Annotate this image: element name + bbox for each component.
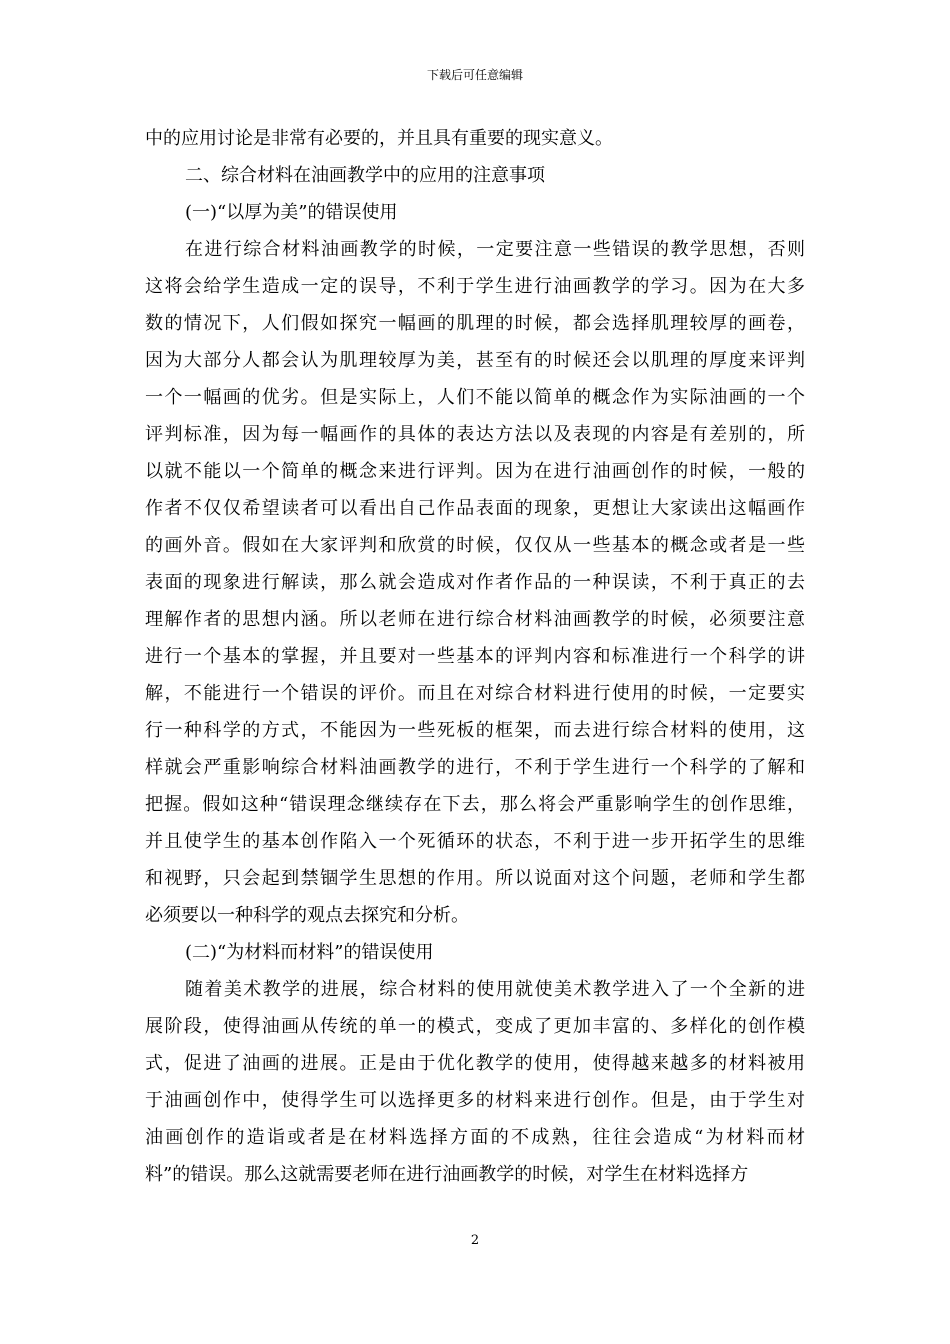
paragraph xyxy=(145,934,805,971)
text-line: 解，不能进行一个错误的评价。而且在对综合材料进行使用的时候，一定要实 xyxy=(145,683,805,704)
paragraph xyxy=(145,194,805,231)
document-body xyxy=(145,120,805,1193)
text-line: 数的情况下，人们假如探究一幅画的肌理的时候，都会选择肌理较厚的画卷， xyxy=(145,313,805,334)
text-line: 的画外音。假如在大家评判和欣赏的时候，仅仅从一些基本的概念或者是一些 xyxy=(145,535,805,556)
text-line: 评判标准，因为每一幅画作的具体的表达方法以及表现的内容是有差别的，所 xyxy=(145,424,805,445)
text-line: 因为大部分人都会认为肌理较厚为美，甚至有的时候还会以肌理的厚度来评判 xyxy=(145,350,805,371)
text-line: 理解作者的思想内涵。所以老师在进行综合材料油画教学的时候，必须要注意 xyxy=(145,609,805,630)
text-line: 随着美术教学的进展，综合材料的使用就使美术教学进入了一个全新的进 xyxy=(185,979,805,1000)
text-line: 样就会严重影响综合材料油画教学的进行，不利于学生进行一个科学的了解和 xyxy=(145,757,805,778)
text-line: 油画创作的造诣或者是在材料选择方面的不成熟，往往会造成“为材料而材 xyxy=(145,1127,805,1148)
text-line: 进行一个基本的掌握，并且要对一些基本的评判内容和标准进行一个科学的讲 xyxy=(145,646,805,667)
page-number: 2 xyxy=(470,1233,480,1248)
text-line: 在进行综合材料油画教学的时候，一定要注意一些错误的教学思想，否则 xyxy=(185,239,805,260)
text-line: 料”的错误。那么这就需要老师在进行油画教学的时候，对学生在材料选择方 xyxy=(145,1164,749,1185)
paragraph xyxy=(145,157,805,194)
page-header: 下载后可任意编辑 xyxy=(426,68,523,82)
text-line: 一个一幅画的优劣。但是实际上，人们不能以简单的概念作为实际油画的一个 xyxy=(145,387,805,408)
text-line: 中的应用讨论是非常有必要的，并且具有重要的现实意义。 xyxy=(145,128,613,149)
text-line: (一)“以厚为美”的错误使用 xyxy=(185,202,398,223)
text-line: 这将会给学生造成一定的误导，不利于学生进行油画教学的学习。因为在大多 xyxy=(145,276,805,297)
text-line: 式，促进了油画的进展。正是由于优化教学的使用，使得越来越多的材料被用 xyxy=(145,1053,805,1074)
text-line: 必须要以一种科学的观点去探究和分析。 xyxy=(145,905,469,926)
text-line: 于油画创作中，使得学生可以选择更多的材料来进行创作。但是，由于学生对 xyxy=(145,1090,805,1111)
text-line: 作者不仅仅希望读者可以看出自己作品表面的现象，更想让大家读出这幅画作 xyxy=(145,498,805,519)
text-line: 展阶段，使得油画从传统的单一的模式，变成了更加丰富的、多样化的创作模 xyxy=(145,1016,805,1037)
paragraph xyxy=(145,231,805,934)
text-line: 以就不能以一个简单的概念来进行评判。因为在进行油画创作的时候，一般的 xyxy=(145,461,805,482)
text-line: (二)“为材料而材料”的错误使用 xyxy=(185,942,434,963)
text-line: 和视野，只会起到禁锢学生思想的作用。所以说面对这个问题，老师和学生都 xyxy=(145,868,805,889)
text-line: 表面的现象进行解读，那么就会造成对作者作品的一种误读，不利于真正的去 xyxy=(145,572,805,593)
paragraph xyxy=(145,120,805,157)
text-line: 把握。假如这种“错误理念继续存在下去，那么将会严重影响学生的创作思维， xyxy=(145,794,805,815)
text-line: 并且使学生的基本创作陷入一个死循环的状态，不利于进一步开拓学生的思维 xyxy=(145,831,805,852)
text-line: 行一种科学的方式，不能因为一些死板的框架，而去进行综合材料的使用，这 xyxy=(145,720,805,741)
text-line: 二、综合材料在油画教学中的应用的注意事项 xyxy=(185,165,545,186)
paragraph xyxy=(145,971,805,1193)
